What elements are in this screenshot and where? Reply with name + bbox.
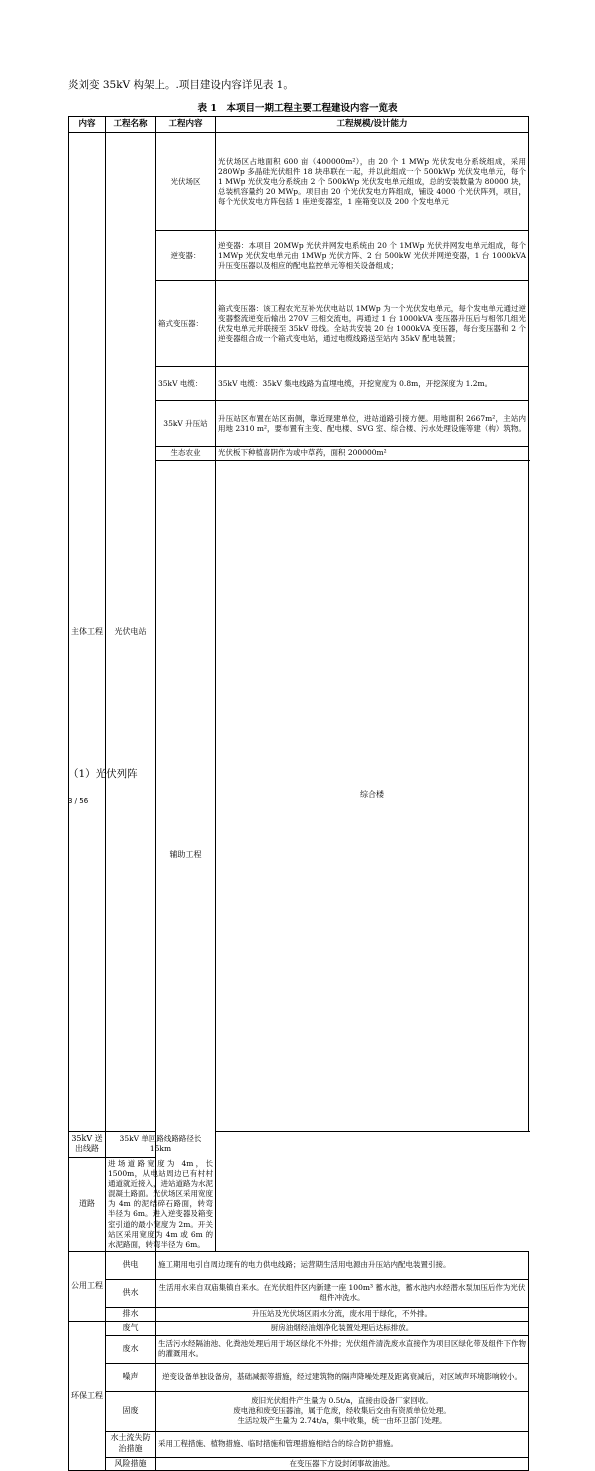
- desc-wastewater: 生活污水经隔油池、化粪池处理后用于场区绿化不外排；光伏组件清洗废水直接作为项目区绿化带及组件下作物的灌溉用水。: [156, 1335, 529, 1363]
- desc-power: 施工期用电引自周边现有的电力供电线路；运营期生活用电源由升压站内配电装置引接。: [156, 1251, 529, 1279]
- desc-cable: 35kV 电缆：35kV 集电线路为直埋电缆，开挖宽度为 0.8m，开挖深度为 1.2m。: [216, 367, 529, 401]
- name-outgoing: 35kV 送出线路: [69, 1131, 106, 1157]
- page-number: 3 / 56: [68, 797, 89, 805]
- table-row: [69, 1131, 529, 1157]
- project-content-table: [68, 116, 529, 1471]
- name-solid: 固废: [106, 1391, 156, 1431]
- name-power: 供电: [106, 1251, 156, 1279]
- name-exhaust: 废气: [106, 1321, 156, 1335]
- name-water: 供水: [106, 1279, 156, 1307]
- desc-soil: 采用工程措施、植物措施、临时措施和管理措施相结合的综合防护措施。: [156, 1431, 529, 1457]
- table-row: [69, 1431, 529, 1457]
- desc-inverter: 逆变器：本项目 20MWp 光伏并网发电系统由 20 个 1MWp 光伏并网发电单元组成，每个 1MWp 光伏发电单元由 1MWp 光伏方阵、2 台 500kW 光伏并网逆变器，1 台 1000kVA 升压变压器以及相应的配电监控单元等相关设备组成；: [216, 231, 529, 281]
- item-pv-area: 光伏场区: [156, 133, 216, 231]
- desc-pv-area: 光伏场区占地面积 600 亩（400000m²），由 20 个 1 MWp 光伏发电分系统组成，采用 280Wp 多晶硅光伏组件 18 块串联在一起，并以此组成一个 500kWp 光伏发电单元，每个 1 MWp 光伏发电分系统由 2 个 500kWp 光伏发电单元组成，总的安装数量为 80000 块，总装机容量约 20 MWp。项目由 20 个光伏发电方阵组成，铺设 4000 个光伏阵列，项目，每个光伏发电方阵包括 1 座逆变器室，1 座箱变以及 200 个发电单元: [216, 133, 529, 231]
- desc-booster: 升压站区布置在站区南侧，靠近现建单位，进站道路引接方便。用地面积 2667m²，主站内用地 2310 m²，要布置有主变、配电楼、SVG 室、综合楼、污水处理设施等建（构）筑物。: [216, 401, 529, 447]
- table-row: [69, 1335, 529, 1363]
- section-env: 环保工程: [69, 1321, 106, 1471]
- item-cable: 35kV 电缆：: [156, 367, 216, 401]
- section-aux: 辅助工程: [156, 460, 216, 1251]
- name-road: 道路: [69, 1157, 106, 1251]
- desc-box-transformer: 箱式变压器：该工程农光互补光伏电站以 1MWp 为一个光伏发电单元，每个发电单元通过逆变器整流逆变后输出 270V 三相交流电，再通过 1 台 1000kVA 变压器升压后与相邻几组光伏发电单元并联接至 35kV 母线。全站共安装 20 台 1000kVA 变压器，每台变压器和 2 个逆变器组合成一个箱式变电站，通过电缆线路送至站内 35kV 配电装置；: [216, 281, 529, 367]
- name-risk: 风险措施: [106, 1457, 156, 1471]
- after-table-heading: （1）光伏列阵: [68, 768, 138, 780]
- table-row: [69, 1457, 529, 1471]
- section-main: 主体工程: [69, 133, 106, 1131]
- header-project-content: 工程内容: [156, 117, 216, 133]
- table-row: [69, 1251, 529, 1279]
- desc-exhaust: 厨房油烟经油烟净化装置处理后达标排放。: [156, 1321, 529, 1335]
- name-noise: 噪声: [106, 1363, 156, 1391]
- table-header-row: [69, 117, 529, 133]
- table-row: [69, 1307, 529, 1321]
- item-agri: 生态农业: [156, 447, 216, 460]
- desc-water: 生活用水来自双庙集镇自来水。在光伏组件区内新建一座 100m³ 蓄水池，蓄水池内水经潜水泵加压后作为光伏组件冲洗水。: [156, 1279, 529, 1307]
- header-content: 内容: [69, 117, 106, 133]
- name-drain: 排水: [106, 1307, 156, 1321]
- table-row: [69, 1157, 529, 1251]
- desc-solid: 废旧光伏组件产生量为 0.5t/a，直接由设备厂家回收。 废电池和废变压器油，属于危废，经收集后交由有资质单位处理。 生活垃圾产生量为 2.74t/a，集中收集，统一由环卫部门处理。: [156, 1391, 529, 1431]
- header-project-name: 工程名称: [106, 117, 156, 133]
- item-box-transformer: 箱式变压器：: [156, 281, 216, 367]
- table-row: [69, 1363, 529, 1391]
- desc-road: 进场道路宽度为 4m，长 1500m，从电站周边已有村村通道就近接入，进站道路为水泥混凝土路面。光伏场区采用宽度为 4m 的泥结碎石路面，转弯半径为 6m。进入逆变器及箱变室引道的最小宽度为 2m。开关站区采用宽度为 4m 或 6m 的水泥路面，转弯半径为 6m。: [106, 1157, 216, 1251]
- desc-noise: 逆变设备单独设备房，基础减振等措施，经过建筑物的隔声降噪处理及距离衰减后，对区域声环境影响较小。: [156, 1363, 529, 1391]
- intro-line: 炎刘变 35kV 构架上。.项目建设内容详见表 1。: [68, 79, 294, 91]
- desc-risk: 在变压器下方设封闭事故油池。: [156, 1457, 529, 1471]
- table-row: [69, 1391, 529, 1431]
- name-office: 综合楼: [216, 460, 529, 1131]
- name-soil: 水土流失防治措施: [106, 1431, 156, 1457]
- pv-plant-name: 光伏电站: [106, 133, 156, 1131]
- table-row: [69, 1321, 529, 1335]
- item-inverter: 逆变器：: [156, 231, 216, 281]
- table-row: [69, 133, 529, 231]
- table-row: [69, 1279, 529, 1307]
- desc-outgoing: 35kV 单回路线路路径长 15km: [106, 1131, 216, 1157]
- desc-agri: 光伏板下种植喜阴作为或中草药，面积 200000m²: [216, 447, 529, 460]
- item-booster: 35kV 升压站: [156, 401, 216, 447]
- desc-drain: 升压站及光伏场区雨水分流，废水用于绿化，不外排。: [156, 1307, 529, 1321]
- table-caption: 表 1 本项目一期工程主要工程建设内容一览表: [197, 103, 398, 114]
- header-scale: 工程规模/设计能力: [216, 117, 529, 133]
- name-wastewater: 废水: [106, 1335, 156, 1363]
- section-public: 公用工程: [69, 1251, 106, 1321]
